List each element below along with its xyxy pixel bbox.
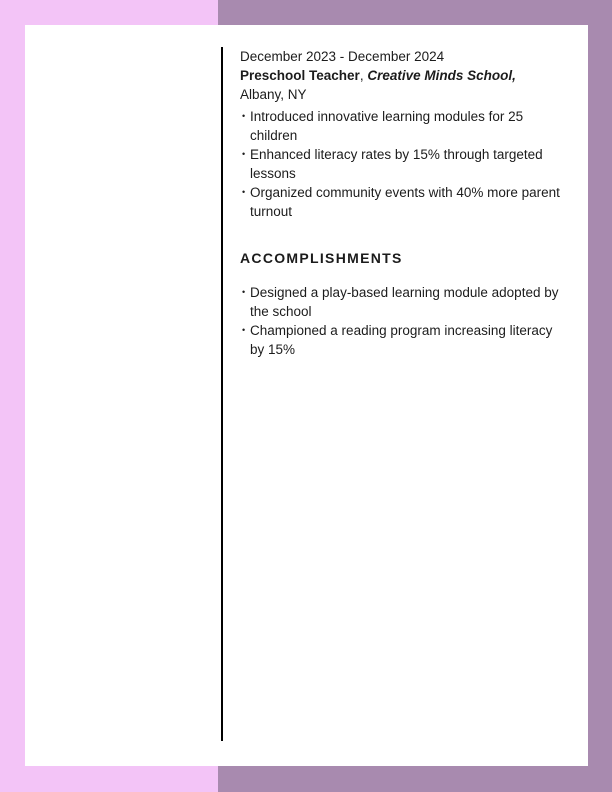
column-divider-line	[221, 47, 223, 741]
accomplishment-bullet-item	[240, 283, 567, 321]
experience-bullet-text: Organized community events with 40% more parent turnout	[250, 184, 560, 219]
experience-bullet-text: Introduced innovative learning modules for 25 children	[250, 108, 524, 143]
experience-entry	[240, 47, 567, 221]
bullet-dot: •	[242, 110, 246, 121]
resume-right-column	[240, 47, 567, 359]
bullet-dot: •	[242, 148, 246, 159]
accomplishment-bullet-text: Championed a reading program increasing literacy by 15%	[250, 322, 553, 357]
experience-bullet-item	[240, 145, 567, 183]
experience-role-line	[240, 66, 567, 85]
resume-sheet	[25, 25, 588, 766]
accomplishment-bullet-item	[240, 321, 567, 359]
experience-bullet-text: Enhanced literacy rates by 15% through targeted lessons	[250, 146, 543, 181]
experience-date-range: December 2023 - December 2024	[240, 49, 445, 64]
accomplishment-bullet-text: Designed a play-based learning module adopted by the school	[250, 284, 559, 319]
experience-role-separator: ,	[359, 68, 368, 83]
experience-bullet-item	[240, 107, 567, 145]
accomplishments-section-heading: ACCOMPLISHMENTS	[240, 249, 403, 266]
experience-bullet-list	[240, 107, 567, 221]
bullet-dot: •	[242, 186, 246, 197]
accomplishments-bullet-list	[240, 283, 567, 359]
bullet-dot: •	[242, 324, 246, 335]
experience-job-title: Preschool Teacher	[240, 68, 360, 83]
experience-location: Albany, NY	[240, 87, 307, 102]
experience-bullet-item	[240, 183, 567, 221]
bullet-dot: •	[242, 286, 246, 297]
experience-company-name: Creative Minds School,	[367, 68, 516, 83]
